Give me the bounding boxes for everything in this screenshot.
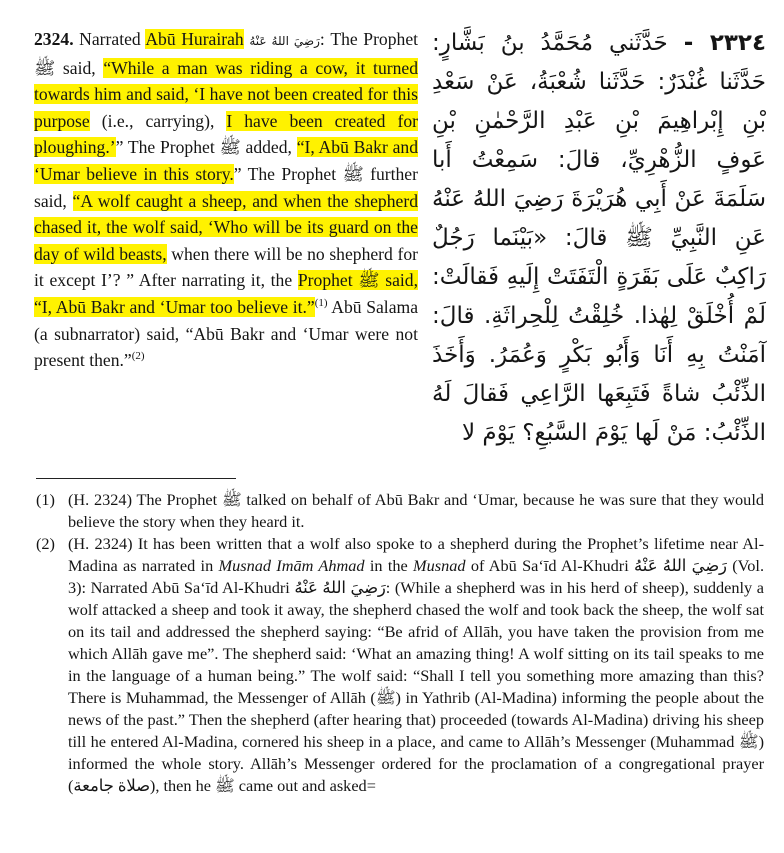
hadith-number: 2324. — [34, 29, 74, 49]
highlight-quote-1: “While a man was riding a cow, it turned towards him and said, ‘I have not been created for this purpose — [34, 57, 419, 131]
footnote-number: (1) — [36, 490, 55, 509]
english-translation — [34, 26, 418, 374]
arabic-hadith-body: حَدَّثَني مُحَمَّدُ بنُ بَشَّارٍ: حَدَّثَنا غُنْدَرٌ: حَدَّثَنا شُعْبَةُ، عَنْ سَعْدِ بْنِ إِبْراهِيمَ بْنِ عَبْدِ الرَّحْمٰنِ بْنِ عَوفٍ الزُّهْرِيِّ، قالَ: سَمِعْتُ أَبا سَلَمَةَ عَنْ أَبِي هُرَيْرَةَ رَضِيَ اللهُ عَنْهُ عَنِ النَّبِيِّ ﷺ قالَ: «بَيْنَما رَجُلٌ رَاكِبٌ عَلَى بَقَرَةٍ الْتَفَتَتْ إِلَيهِ فَقالَتْ: لَمْ أُخْلَقْ لِهٰذا. خُلِقْتُ لِلْحِراثَةِ. قالَ: آمَنْتُ بِهِ أَنَا وَأَبُو بَكْرٍ وَعُمَرُ. وَأَخَذَ الذِّئْبُ شاةً فَتَبِعَها الرَّاعِي فَقالَ لَهُ الذِّئْبُ: مَنْ لَها يَوْمَ السَّبُعِ؟ يَوْمَ لا — [432, 30, 766, 446]
footnote-2 — [36, 533, 764, 797]
colon: : — [319, 29, 325, 49]
arabic-text — [432, 24, 766, 453]
highlight-quote-2: I have been created for ploughing.’ — [34, 110, 418, 158]
footnote-text: (H. 2324) The Prophet ﷺ talked on behalf of Abū Bakr and ‘Umar, because he was sure that they would believe the story when they heard it. — [68, 490, 764, 531]
footnote-text — [68, 533, 764, 797]
text-segment-6: Abū Salama (a subnarrator) said, “Abū Bakr and ‘Umar were not present then.” — [34, 296, 419, 371]
highlight-quote-5: Prophet ﷺ said, “I, Abū Bakr and ‘Umar too believe it.” — [34, 270, 418, 317]
footnote-text-part: in the — [369, 556, 408, 575]
honorific-arabic: رَضِيَ اللهُ عَنْهُ — [249, 34, 320, 48]
footnotes — [36, 489, 764, 797]
book-title: Musnad — [413, 556, 466, 575]
highlight-quote-3: “I, Abū Bakr and ‘Umar believe in this story. — [34, 137, 418, 184]
text-segment-1: The Prophet ﷺ said, — [34, 29, 419, 78]
footnote-number: (2) — [36, 534, 55, 553]
footnote-ref-2: (2) — [131, 350, 145, 363]
footnote-divider — [36, 478, 236, 479]
narrator-name: Abū Hurairah — [145, 29, 244, 49]
text-segment-3: ” The Prophet ﷺ added, — [115, 137, 292, 158]
text-segment-5: when there will be no shepherd for it except I’? ” After narrating it, the — [34, 243, 418, 291]
text-segment-2: (i.e., carrying), — [101, 110, 215, 131]
footnote-text-part: (H. 2324) It has been written that a wolf also spoke to a shepherd during the Prophet’s lifetime near Al-Madina as narrated in — [68, 534, 764, 575]
book-title: Musnad Imām Ahmad — [218, 556, 365, 575]
text-segment-4: ” The Prophet ﷺ further said, — [34, 163, 418, 211]
footnote-1 — [36, 489, 764, 533]
hadith-paragraph — [34, 26, 418, 374]
footnote-text-part: of Abū Sa‘īd Al-Khudri رَضِيَ اللهُ عَنْهُ (Vol. 3): Narrated Abū Sa‘īd Al-Khudri رَضِيَ اللهُ عَنْهُ: (While a shepherd was in his herd of sheep), suddenly a wolf attacked a sheep and took it away, the shepherd chased the wolf and took back the sheep, the wolf sat on its tail and addressed the shepherd saying: “Be afrid of Allāh, you have taken the provision from me which Allāh gave me”. The shepherd said: ‘What an amazing thing! A wolf sitting on its tail speaks to me in the language of a human being.” The wolf said: “Shall I tell you something more amazing than this? There is Muhammad, the Messenger of Allāh (ﷺ) in Yathrib (Al-Madina) informing the people about the news of the past.” Then the shepherd (after hearing that) proceeded (towards Al-Madina) driving his sheep till he entered Al-Madina, cornered his sheep in a place, and came to Allāh’s Messenger (Muhammad ﷺ) informed the whole story. Allāh’s Messenger ordered for the proclamation of a congregational prayer (صلاة جامعة), then he ﷺ came out and asked= — [68, 556, 765, 795]
footnote-ref-1: (1) — [314, 297, 328, 310]
highlight-quote-4: “A wolf caught a sheep, and when the shepherd chased it, the wolf said, ‘Who will be its guard on the day of wild beasts, — [34, 190, 418, 264]
narrated-prefix: Narrated — [79, 29, 141, 49]
arabic-hadith-number: ٢٣٢٤ - — [683, 30, 766, 56]
